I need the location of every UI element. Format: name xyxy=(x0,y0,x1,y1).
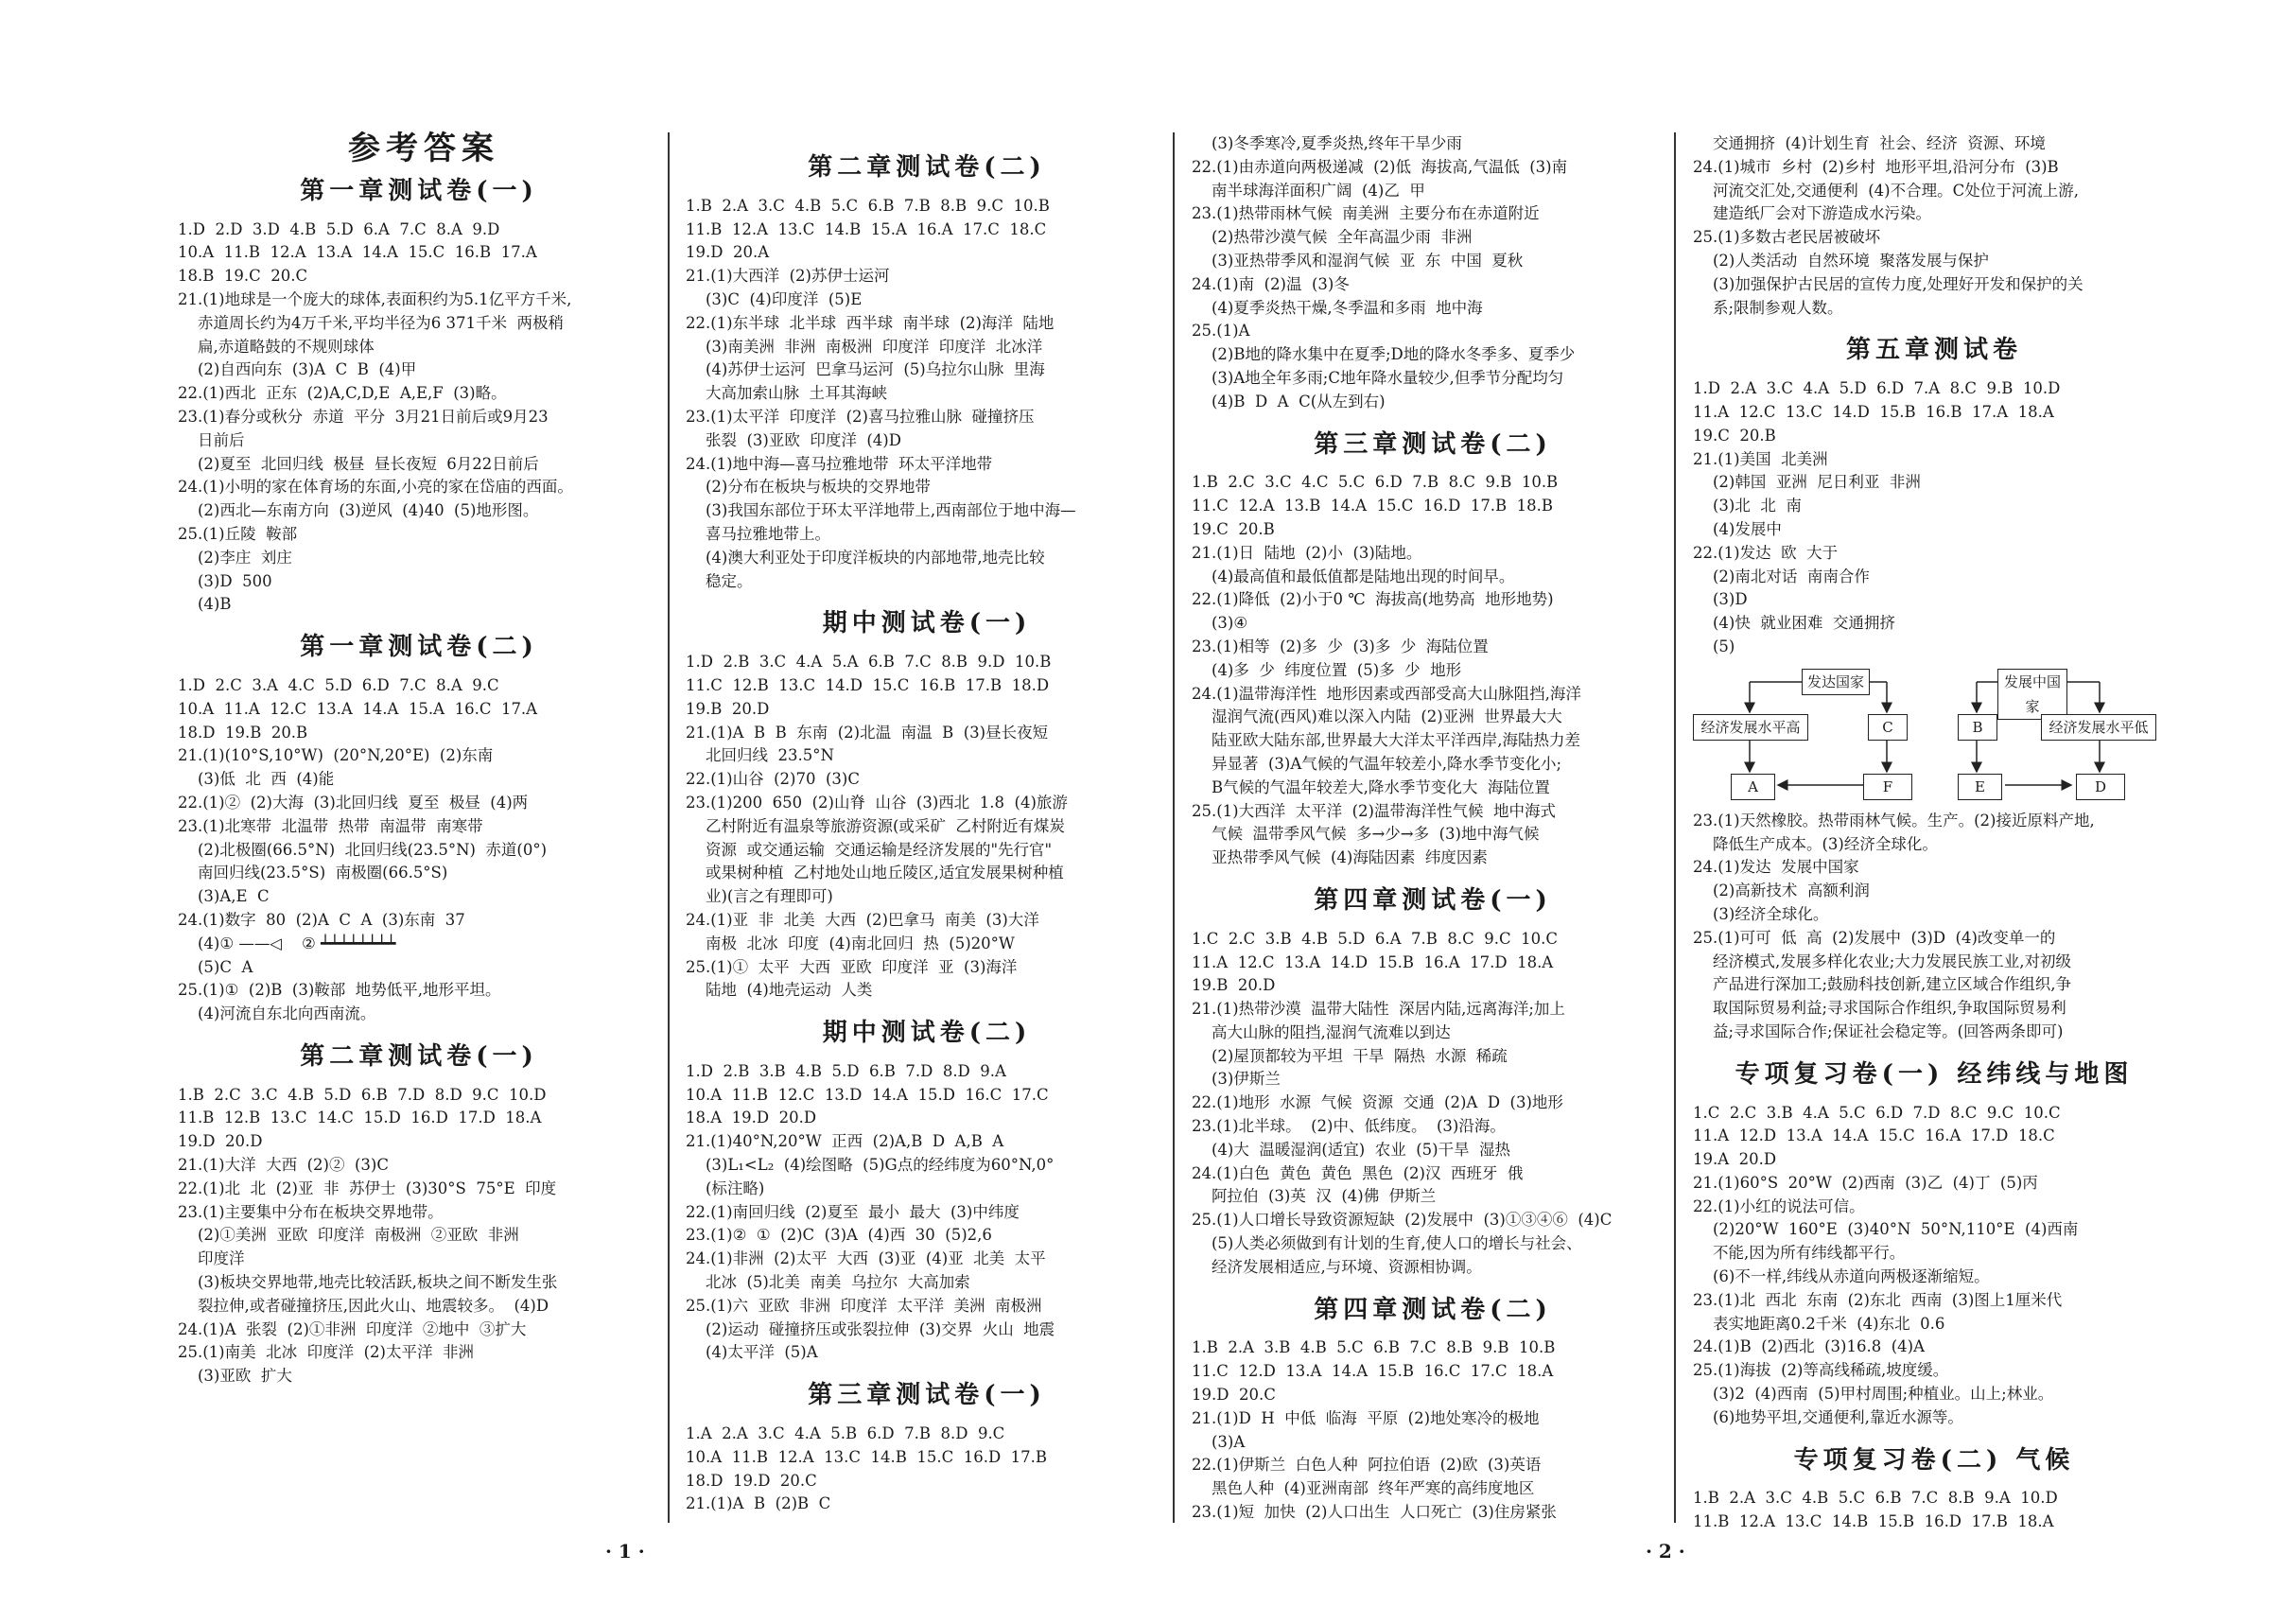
box-low-level: 经济发展水平低 xyxy=(2041,714,2156,741)
answer-line: (4)苏伊士运河 巴拿马运河 (5)乌拉尔山脉 里海 xyxy=(686,360,1045,379)
section-body xyxy=(1192,471,1674,870)
answer-line: (4)河流自东北向西南流。 xyxy=(178,1004,376,1023)
answer-line: 南半球海洋面积广阔 (4)乙 甲 xyxy=(1192,181,1425,200)
answer-line: (4)夏季炎热干燥,冬季温和多雨 地中海 xyxy=(1192,298,1483,317)
answer-line: 或果树种植 乙村地处山地丘陵区,适宜发展果树种植 xyxy=(686,864,1064,882)
answer-line: 19.D 20.C xyxy=(1192,1386,1276,1405)
answer-line: 扁,赤道略鼓的不规则球体 xyxy=(178,337,375,356)
section xyxy=(178,1041,660,1388)
box-e: E xyxy=(1958,774,2002,800)
answer-line: 气候 温带季风气候 多→少→多 (3)地中海气候 xyxy=(1192,825,1540,844)
section-heading: 专项复习卷(一) 经纬线与地图 xyxy=(1735,1059,2134,1089)
section-heading: 专项复习卷(二) 气候 xyxy=(1793,1445,2075,1475)
answer-line: (标注略) xyxy=(686,1179,765,1197)
answer-line: 1.D 2.A 3.C 4.A 5.D 6.D 7.A 8.C 9.B 10.D xyxy=(1693,379,2061,398)
answer-line: (2)夏至 北回归线 极昼 昼长夜短 6月22日前后 xyxy=(178,454,539,473)
box-c: C xyxy=(1868,714,1908,741)
answer-line: 赤道周长约为4万千米,平均半径为6 371千米 两极稍 xyxy=(178,313,564,332)
answer-line: (3)A,E C xyxy=(178,887,270,906)
answer-line: (5) xyxy=(1693,637,1735,655)
answer-line: 25.(1)大西洋 太平洋 (2)温带海洋性气候 地中海式 xyxy=(1192,801,1556,820)
answer-line: 10.A 11.B 12.C 13.D 14.A 15.D 16.C 17.C xyxy=(686,1085,1049,1104)
answer-line: (4)大 温暖湿润(适宜) 农业 (5)干旱 湿热 xyxy=(1192,1140,1511,1159)
box-d: D xyxy=(2076,774,2125,800)
answer-line: (2)①美洲 亚欧 印度洋 南极洲 ②亚欧 非洲 xyxy=(178,1226,519,1245)
answer-line: (3)④ xyxy=(1192,614,1248,633)
answer-line: 22.(1)地形 水源 气候 资源 交通 (2)A D (3)地形 xyxy=(1192,1093,1563,1112)
answer-line: 稳定。 xyxy=(686,571,753,590)
answer-line: 19.D 20.A xyxy=(686,243,770,262)
answer-line: (2)南北对话 南南合作 xyxy=(1693,567,1870,585)
section xyxy=(178,176,660,617)
answer-line: 18.D 19.D 20.C xyxy=(686,1471,817,1490)
answer-line: 25.(1)可可 低 高 (2)发展中 (3)D (4)改变单一的 xyxy=(1693,928,2056,947)
answer-line: (3)C (4)印度洋 (5)E xyxy=(686,289,863,308)
answer-line: 25.(1)海拔 (2)等高线稀疏,坡度缓。 xyxy=(1693,1361,1949,1380)
answer-line: (3)A地全年多雨;C地年降水量较少,但季节分配均匀 xyxy=(1192,368,1564,387)
section xyxy=(178,633,660,1026)
answer-line: 22.(1)西北 正东 (2)A,C,D,E A,E,F (3)略。 xyxy=(178,384,507,403)
answer-line: 乙村附近有温泉等旅游资源(或采矿 乙村附近有煤炭 xyxy=(686,816,1065,835)
section-body xyxy=(1192,132,1674,414)
answer-line: (3)亚欧 扩大 xyxy=(178,1367,292,1386)
answer-line: 1.C 2.C 3.B 4.B 5.D 6.A 7.B 8.C 9.C 10.C xyxy=(1192,929,1558,948)
section-body xyxy=(1192,1336,1674,1524)
answer-line: 25.(1)丘陵 鞍部 xyxy=(178,524,298,543)
section-body xyxy=(1693,132,2175,320)
answer-line: (3)冬季寒冷,夏季炎热,终年干旱少雨 xyxy=(1192,134,1462,152)
answer-line: 1.D 2.B 3.B 4.B 5.D 6.B 7.D 8.D 9.A xyxy=(686,1061,1006,1080)
answer-line: 24.(1)南 (2)温 (3)冬 xyxy=(1192,274,1350,293)
answer-line: 黑色人种 (4)亚洲南部 终年严寒的高纬度地区 xyxy=(1192,1479,1535,1498)
answer-line: 11.C 12.D 13.A 14.A 15.B 16.C 17.C 18.A xyxy=(1192,1362,1554,1381)
answer-line: (3)低 北 西 (4)能 xyxy=(178,770,335,789)
answer-line: 阿拉伯 (3)英 汉 (4)佛 伊斯兰 xyxy=(1192,1187,1437,1206)
answer-line: (3)北 北 南 xyxy=(1693,497,1802,515)
section-heading: 第三章测试卷(二) xyxy=(1314,429,1552,459)
section-body xyxy=(686,1060,1168,1365)
development-diagram xyxy=(1693,665,2175,802)
answer-line: (2)屋顶都较为平坦 干旱 隔热 水源 稀疏 xyxy=(1192,1046,1508,1065)
column-3 xyxy=(1192,132,1674,1525)
section-heading: 第三章测试卷(一) xyxy=(808,1381,1046,1410)
answer-line: 25.(1)南美 北冰 印度洋 (2)太平洋 非洲 xyxy=(178,1343,474,1362)
answer-line: 11.A 12.D 13.A 14.A 15.C 16.A 17.D 18.C xyxy=(1693,1126,2055,1145)
answer-line: 23.(1)热带雨林气候 南美洲 主要分布在赤道附近 xyxy=(1192,204,1540,223)
answer-line: (4)澳大利亚处于印度洋板块的内部地带,地壳比较 xyxy=(686,548,1045,567)
answer-line: (2)人类活动 自然环境 聚落发展与保护 xyxy=(1693,251,1989,270)
answer-line: (3)A xyxy=(1192,1432,1246,1451)
section xyxy=(1693,132,2175,320)
page-number: · 2 · xyxy=(1646,1540,1685,1563)
section-heading: 第五章测试卷 xyxy=(1845,336,2022,365)
answer-line: (2)分布在板块与板块的交界地带 xyxy=(686,478,931,497)
answer-line: 18.A 19.D 20.D xyxy=(686,1109,817,1127)
answer-line: 21.(1)美国 北美洲 xyxy=(1693,449,1828,468)
answer-line: (2)20°W 160°E (3)40°N 50°N,110°E (4)西南 xyxy=(1693,1220,2079,1239)
section-heading: 第四章测试卷(二) xyxy=(1314,1295,1552,1324)
section xyxy=(1192,132,1674,414)
answer-line: (2)北极圈(66.5°N) 北回归线(23.5°N) 赤道(0°) xyxy=(178,840,548,859)
answer-line: 取国际贸易利益;寻求国际合作组织,争取国际贸易利 xyxy=(1693,999,2066,1018)
answer-line: 降低生产成本。(3)经济全球化。 xyxy=(1693,834,1938,853)
column-divider xyxy=(668,132,670,1523)
box-high-level: 经济发展水平高 xyxy=(1693,714,1808,741)
answer-line: 22.(1)山谷 (2)70 (3)C xyxy=(686,770,860,789)
answer-line: 24.(1)温带海洋性 地形因素或西部受高大山脉阻挡,海洋 xyxy=(1192,684,1581,703)
section-heading: 期中测试卷(二) xyxy=(822,1019,1032,1048)
answer-line: 24.(1)A 张裂 (2)①非洲 印度洋 ②地中 ③扩大 xyxy=(178,1319,527,1338)
answer-line: (2)高新技术 高额利润 xyxy=(1693,882,1870,900)
answer-line: (4)太平洋 (5)A xyxy=(686,1343,818,1362)
answer-line: 11.B 12.A 13.C 14.B 15.A 16.A 17.C 18.C xyxy=(686,219,1047,238)
answer-line: 24.(1)亚 非 北美 大西 (2)巴拿马 南美 (3)大洋 xyxy=(686,910,1039,929)
answer-line: 张裂 (3)亚欧 印度洋 (4)D xyxy=(686,430,901,449)
answer-line: 21.(1)日 陆地 (2)小 (3)陆地。 xyxy=(1192,543,1422,562)
answer-line: 19.D 20.D xyxy=(178,1132,263,1151)
answer-line: (2)李庄 刘庄 xyxy=(178,548,292,567)
answer-line: 18.B 19.C 20.C xyxy=(178,267,308,286)
answer-line: 南极 北冰 印度 (4)南北回归 热 (5)20°W xyxy=(686,934,1015,952)
section xyxy=(1693,336,2175,658)
answer-line: 系;限制参观人数。 xyxy=(1693,298,1843,317)
answer-line: 异显著 (3)A气候的气温年较差小,降水季节变化小; xyxy=(1192,754,1562,773)
answer-line: 23.(1)北 西北 东南 (2)东北 西南 (3)图上1厘米代 xyxy=(1693,1290,2063,1309)
answer-line: 1.B 2.C 3.C 4.C 5.C 6.D 7.B 8.C 9.B 10.B xyxy=(1192,473,1559,492)
answer-line: 11.B 12.A 13.C 14.B 15.B 16.D 17.B 18.A xyxy=(1693,1512,2054,1531)
answer-line: 23.(1)太平洋 印度洋 (2)喜马拉雅山脉 碰撞挤压 xyxy=(686,407,1035,426)
answer-line: 23.(1)短 加快 (2)人口出生 人口死亡 (3)住房紧张 xyxy=(1192,1503,1557,1522)
answer-line: (4)多 少 纬度位置 (5)多 少 地形 xyxy=(1192,660,1462,679)
answer-line: 21.(1)热带沙漠 温带大陆性 深居内陆,远离海洋;加上 xyxy=(1192,1000,1565,1019)
answer-line: (2)B地的降水集中在夏季;D地的降水冬季多、夏季少 xyxy=(1192,345,1576,364)
answer-line: 21.(1)A B B 东南 (2)北温 南温 B (3)昼长夜短 xyxy=(686,723,1049,742)
answer-line: 陆地 (4)地壳运动 人类 xyxy=(686,981,873,1000)
box-f: F xyxy=(1863,774,1912,800)
answer-line: 1.D 2.B 3.C 4.A 5.A 6.B 7.C 8.B 9.D 10.B xyxy=(686,653,1052,672)
answer-line: (2)自西向东 (3)A C B (4)甲 xyxy=(178,360,417,379)
answer-line: 23.(1)主要集中分布在板块交界地带。 xyxy=(178,1202,444,1221)
section-heading: 第四章测试卷(一) xyxy=(1314,885,1552,915)
answer-line: 南回归线(23.5°S) 南极圈(66.5°S) xyxy=(178,864,448,882)
answer-line: 1.C 2.C 3.B 4.A 5.C 6.D 7.D 8.C 9.C 10.C xyxy=(1693,1103,2061,1122)
box-a: A xyxy=(1731,774,1775,800)
section-heading: 期中测试卷(一) xyxy=(822,609,1032,638)
page-number: · 1 · xyxy=(605,1540,645,1563)
section-heading: 第一章测试卷(一) xyxy=(300,176,538,205)
section-body xyxy=(1693,810,2175,1044)
answer-line: 11.A 12.C 13.A 14.D 15.B 16.A 17.D 18.A xyxy=(1192,952,1554,971)
answer-line: 24.(1)白色 黄色 黄色 黑色 (2)汉 西班牙 俄 xyxy=(1192,1163,1524,1182)
section-heading: 第一章测试卷(二) xyxy=(300,633,538,662)
answer-line: 23.(1)200 650 (2)山脊 山谷 (3)西北 1.8 (4)旅游 xyxy=(686,793,1068,812)
answer-line: 湿润气流(西风)难以深入内陆 (2)亚洲 世界最大大 xyxy=(1192,707,1562,726)
answer-line: 1.A 2.A 3.C 4.A 5.B 6.D 7.B 8.D 9.C xyxy=(686,1424,1005,1443)
answer-line: 北冰 (5)北美 南美 乌拉尔 大高加索 xyxy=(686,1273,970,1292)
answer-line: 22.(1)② (2)大海 (3)北回归线 夏至 极昼 (4)两 xyxy=(178,793,529,812)
box-developing-country: 发展中国家 xyxy=(1997,669,2067,720)
answer-line: 23.(1)② ① (2)C (3)A (4)西 30 (5)2,6 xyxy=(686,1226,992,1245)
answer-line: 亚热带季风气候 (4)海陆因素 纬度因素 xyxy=(1192,848,1488,867)
answer-line: 益;寻求国际合作;保证社会稳定等。(回答两条即可) xyxy=(1693,1022,2064,1040)
answer-line: (6)不一样,纬线从赤道向两极逐渐缩短。 xyxy=(1693,1267,1990,1286)
answer-line: 24.(1)小明的家在体育场的东面,小亮的家在岱庙的西面。 xyxy=(178,478,573,497)
section-body xyxy=(178,218,660,618)
answer-line: 1.D 2.D 3.D 4.B 5.D 6.A 7.C 8.A 9.D xyxy=(178,219,500,238)
answer-line: 22.(1)降低 (2)小于0 ℃ 海拔高(地势高 地形地势) xyxy=(1192,590,1554,609)
answer-line: 22.(1)南回归线 (2)夏至 最小 最大 (3)中纬度 xyxy=(686,1202,1020,1221)
section-body xyxy=(178,674,660,1026)
answer-line: 大高加索山脉 土耳其海峡 xyxy=(686,384,887,403)
answer-line: (3)板块交界地带,地壳比较活跃,板块之间不断发生张 xyxy=(178,1273,558,1292)
answer-line: (3)伊斯兰 xyxy=(1192,1070,1281,1089)
section xyxy=(686,609,1168,1003)
answer-line: (4)发展中 xyxy=(1693,519,1782,538)
section-body xyxy=(686,1423,1168,1516)
answer-line: 24.(1)B (2)西北 (3)16.8 (4)A xyxy=(1693,1337,1925,1356)
answer-line: 1.D 2.C 3.A 4.C 5.D 6.D 7.C 8.A 9.C xyxy=(178,675,499,694)
box-b: B xyxy=(1958,714,1997,741)
section xyxy=(686,153,1168,593)
answer-line: 11.C 12.B 13.C 14.D 15.C 16.B 17.B 18.D xyxy=(686,675,1050,694)
answer-line: 22.(1)北 北 (2)亚 非 苏伊士 (3)30°S 75°E 印度 xyxy=(178,1179,557,1197)
answer-line: 业)(言之有理即可) xyxy=(686,887,833,906)
answer-line: 陆亚欧大陆东部,世界最大大洋太平洋西岸,海陆热力差 xyxy=(1192,731,1580,750)
answer-line: 22.(1)伊斯兰 白色人种 阿拉伯语 (2)欧 (3)英语 xyxy=(1192,1456,1542,1475)
answer-line: 河流交汇处,交通便利 (4)不合理。C处位于河流上游, xyxy=(1693,181,2079,200)
answer-line: 表实地距离0.2千米 (4)东北 0.6 xyxy=(1693,1314,1945,1333)
answer-line: (3)2 (4)西南 (5)甲村周围;种植业。山上;林业。 xyxy=(1693,1385,2054,1404)
answer-line: 经济发展相适应,与环境、资源相协调。 xyxy=(1192,1257,1482,1276)
section-body xyxy=(178,1084,660,1388)
section xyxy=(1192,885,1674,1280)
answer-line: 25.(1)A xyxy=(1192,322,1250,341)
section xyxy=(1693,1059,2175,1430)
answer-line: (6)地势平坦,交通便利,靠近水源等。 xyxy=(1693,1407,1963,1426)
answer-line: 1.B 2.A 3.C 4.B 5.C 6.B 7.C 8.B 9.A 10.D xyxy=(1693,1489,2058,1508)
answer-line: (5)人类必须做到有计划的生育,使人口的增长与社会、 xyxy=(1192,1234,1582,1253)
answer-line: 19.C 20.B xyxy=(1693,426,1776,445)
answer-line: (2)热带沙漠气候 全年高温少雨 非洲 xyxy=(1192,228,1473,247)
answer-line: 裂拉伸,或者碰撞挤压,因此火山、地震较多。 (4)D xyxy=(178,1296,549,1315)
section-body xyxy=(1693,1102,2175,1430)
answer-line: 23.(1)天然橡胶。热带雨林气候。生产。(2)接近原料产地, xyxy=(1693,811,2095,829)
section xyxy=(1192,429,1674,870)
answer-line: 11.B 12.B 13.C 14.C 15.D 16.D 17.D 18.A xyxy=(178,1109,542,1127)
answer-line: (4)最高值和最低值都是陆地出现的时间早。 xyxy=(1192,567,1515,585)
answer-line: (3)D 500 xyxy=(178,571,272,590)
answer-line: 21.(1)地球是一个庞大的球体,表面积约为5.1亿平方千米, xyxy=(178,289,572,308)
answer-line: 21.(1)D H 中低 临海 平原 (2)地处寒冷的极地 xyxy=(1192,1408,1540,1427)
section-body xyxy=(1693,377,2175,659)
box-developed-country: 发达国家 xyxy=(1802,669,1870,695)
answer-line: 1.B 2.C 3.C 4.B 5.D 6.B 7.D 8.D 9.C 10.D xyxy=(178,1085,547,1104)
answer-line: 19.A 20.D xyxy=(1693,1150,1777,1169)
answer-line: (2)西北—东南方向 (3)逆风 (4)40 (5)地形图。 xyxy=(178,501,539,520)
answer-line: B气候的气温年较差大,降水季节变化大 海陆位置 xyxy=(1192,777,1550,796)
answer-line: (3)L₁<L₂ (4)绘图略 (5)G点的经纬度为60°N,0° xyxy=(686,1156,1055,1175)
answer-line: (4)快 就业困难 交通拥挤 xyxy=(1693,614,1895,633)
answer-line: (4)① ——◁ ② ┷┷┷┷┷┷┷┷ xyxy=(178,934,396,952)
answer-line: 22.(1)小红的说法可信。 xyxy=(1693,1196,1865,1215)
answer-line: 25.(1)六 亚欧 非洲 印度洋 太平洋 美洲 南极洲 xyxy=(686,1296,1042,1315)
answer-line: 资源 或交通运输 交通运输是经济发展的"先行官" xyxy=(686,840,1053,859)
answer-line: 18.D 19.B 20.B xyxy=(178,723,308,742)
answer-line: (4)B xyxy=(178,595,232,614)
section-body xyxy=(1192,928,1674,1280)
answer-line: 22.(1)东半球 北半球 西半球 南半球 (2)海洋 陆地 xyxy=(686,313,1055,332)
answer-line: 25.(1)① (2)B (3)鞍部 地势低平,地形平坦。 xyxy=(178,981,501,1000)
answer-line: 25.(1)多数古老民居被破坏 xyxy=(1693,228,1881,247)
answer-line: 1.B 2.A 3.B 4.B 5.C 6.B 7.C 8.B 9.B 10.B xyxy=(1192,1338,1556,1357)
section xyxy=(686,1019,1168,1365)
answer-line: 产品进行深加工;鼓励科技创新,建立区域合作组织,争 xyxy=(1693,975,2072,994)
answer-line: (2)运动 碰撞挤压或张裂拉伸 (3)交界 火山 地震 xyxy=(686,1319,1055,1338)
answer-line: 24.(1)城市 乡村 (2)乡村 地形平坦,沿河分布 (3)B xyxy=(1693,157,2059,176)
answer-line: 23.(1)春分或秋分 赤道 平分 3月21日前后或9月23 xyxy=(178,407,549,426)
column-4 xyxy=(1693,132,2175,1534)
section-heading: 第二章测试卷(一) xyxy=(300,1041,538,1071)
answer-line: 19.B 20.D xyxy=(686,699,770,718)
answer-line: (4)B D A C(从左到右) xyxy=(1192,392,1386,410)
answer-line: 24.(1)发达 发展中国家 xyxy=(1693,858,1859,877)
answer-line: 19.B 20.D xyxy=(1192,976,1276,995)
answer-line: 21.(1)60°S 20°W (2)西南 (3)乙 (4)丁 (5)丙 xyxy=(1693,1173,2038,1192)
answer-line: 11.C 12.A 13.B 14.A 15.C 16.D 17.B 18.B xyxy=(1192,497,1554,515)
answer-line: 25.(1)① 太平 大西 亚欧 印度洋 亚 (3)海洋 xyxy=(686,957,1018,976)
answer-line: 21.(1)A B (2)B C xyxy=(686,1494,831,1513)
column-divider xyxy=(1674,132,1676,1523)
section-body xyxy=(686,195,1168,594)
answer-line: 25.(1)人口增长导致资源短缺 (2)发展中 (3)①③④⑥ (4)C xyxy=(1192,1211,1613,1230)
section xyxy=(1192,1295,1674,1525)
answer-line: 不能,因为所有纬线都平行。 xyxy=(1693,1244,1906,1263)
answer-line: 建造纸厂会对下游造成水污染。 xyxy=(1693,204,1931,223)
answer-line: 22.(1)发达 欧 大于 xyxy=(1693,543,1839,562)
answer-line: 日前后 xyxy=(178,430,245,449)
answer-line: 23.(1)北半球。 (2)中、低纬度。 (3)沿海。 xyxy=(1192,1117,1506,1136)
answer-line: 10.A 11.B 12.A 13.A 14.A 15.C 16.B 17.A xyxy=(178,243,537,262)
answer-line: 经济模式,发展多样化农业;大力发展民族工业,对初级 xyxy=(1693,952,2072,970)
answer-line: 交通拥挤 (4)计划生育 社会、经济 资源、环境 xyxy=(1693,134,2046,152)
answer-line: 10.A 11.B 12.A 13.C 14.B 15.C 16.D 17.B xyxy=(686,1447,1048,1466)
section xyxy=(1693,810,2175,1044)
answer-line: 1.B 2.A 3.C 4.B 5.C 6.B 7.B 8.B 9.C 10.B xyxy=(686,196,1050,215)
answer-line: (2)韩国 亚洲 尼日利亚 非洲 xyxy=(1693,473,1921,492)
column-divider xyxy=(1173,132,1175,1523)
answer-line: 21.(1)大洋 大西 (2)② (3)C xyxy=(178,1156,389,1175)
column-1 xyxy=(178,128,660,1388)
answer-line: 24.(1)非洲 (2)太平 大西 (3)亚 (4)亚 北美 太平 xyxy=(686,1249,1046,1268)
section-body xyxy=(1693,1487,2175,1534)
answer-line: 23.(1)相等 (2)多 少 (3)多 少 海陆位置 xyxy=(1192,637,1489,655)
answer-line: 24.(1)数字 80 (2)A C A (3)东南 37 xyxy=(178,910,465,929)
answer-line: 高大山脉的阻挡,湿润气流难以到达 xyxy=(1192,1022,1451,1041)
answer-line: 22.(1)由赤道向两极递减 (2)低 海拔高,气温低 (3)南 xyxy=(1192,157,1568,176)
answer-line: 北回归线 23.5°N xyxy=(686,746,834,765)
page-title: 参考答案 xyxy=(348,130,499,167)
section-heading: 第二章测试卷(二) xyxy=(808,153,1046,182)
answer-line: (3)亚热带季风和湿润气候 亚 东 中国 夏秋 xyxy=(1192,251,1524,270)
answer-line: (3)经济全球化。 xyxy=(1693,904,1829,923)
answer-line: 11.A 12.C 13.C 14.D 15.B 16.B 17.A 18.A xyxy=(1693,402,2054,421)
answer-line: 23.(1)北寒带 北温带 热带 南温带 南寒带 xyxy=(178,816,483,835)
answer-line: 喜马拉雅地带上。 xyxy=(686,524,830,543)
section-body xyxy=(686,651,1168,1003)
answer-line: 印度洋 xyxy=(178,1249,245,1268)
answer-line: 21.(1)大西洋 (2)苏伊士运河 xyxy=(686,267,890,286)
answer-line: (3)加强保护古民居的宣传力度,处理好开发和保护的关 xyxy=(1693,274,2083,293)
answer-line: (3)D xyxy=(1693,590,1748,609)
answer-line: 24.(1)地中海—喜马拉雅地带 环太平洋地带 xyxy=(686,454,993,473)
answer-line: 21.(1)(10°S,10°W) (20°N,20°E) (2)东南 xyxy=(178,746,494,765)
column-2 xyxy=(686,137,1168,1516)
answer-line: 19.C 20.B xyxy=(1192,519,1275,538)
answer-line: (3)南美洲 非洲 南极洲 印度洋 印度洋 北冰洋 xyxy=(686,337,1043,356)
answer-line: 21.(1)40°N,20°W 正西 (2)A,B D A,B A xyxy=(686,1132,1004,1151)
section xyxy=(686,1381,1168,1516)
answer-line: 10.A 11.A 12.C 13.A 14.A 15.A 16.C 17.A xyxy=(178,699,538,718)
answer-line: (3)我国东部位于环太平洋地带上,西南部位于地中海— xyxy=(686,501,1076,520)
section xyxy=(1693,1445,2175,1534)
answer-line: (5)C A xyxy=(178,957,253,976)
